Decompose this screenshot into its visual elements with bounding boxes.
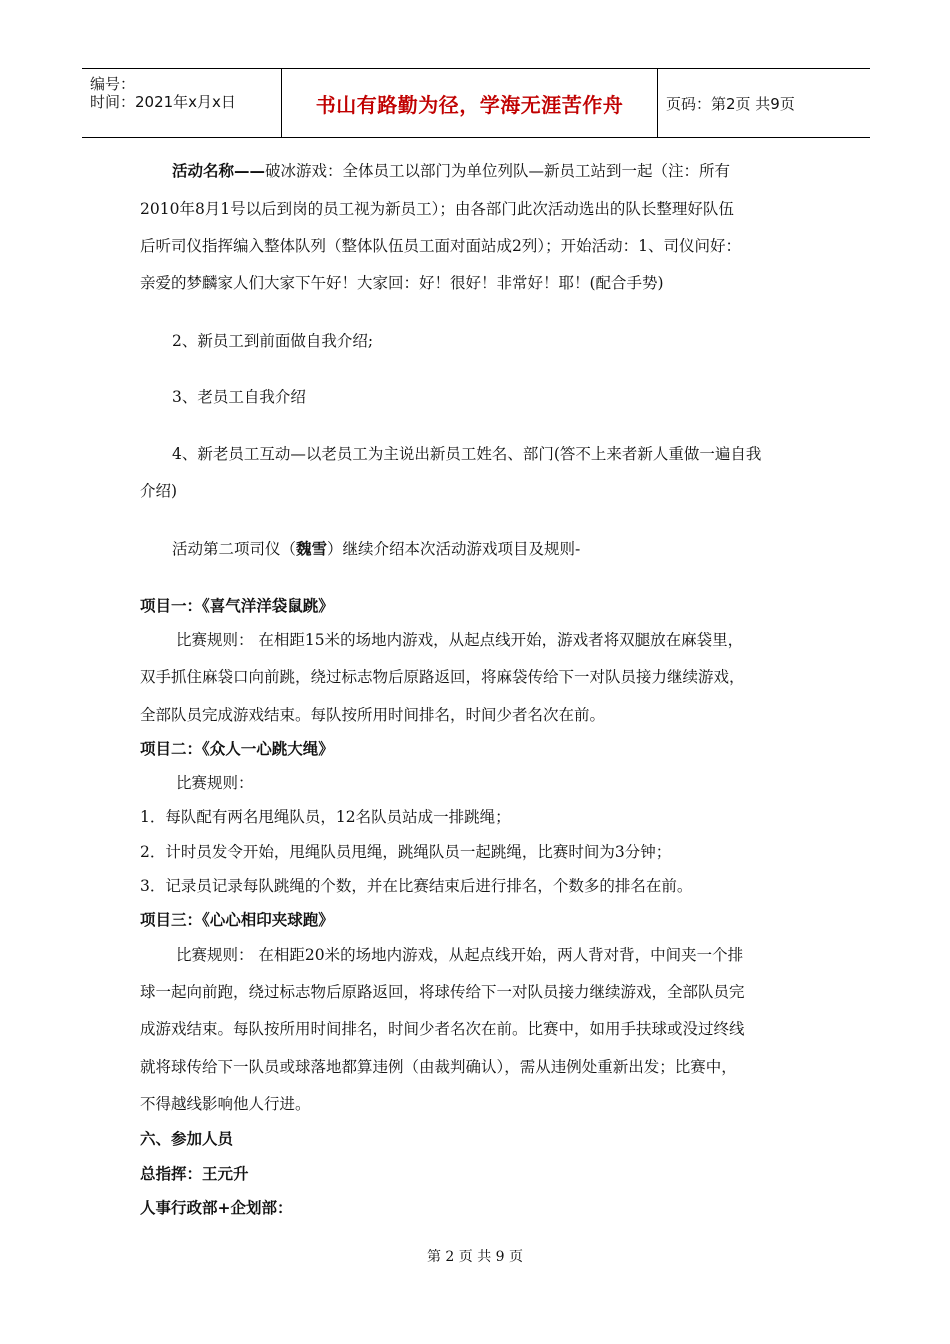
list-item: 3．记录员记录每队跳绳的个数，并在比赛结束后进行排名，个数多的排名在前。 (140, 877, 693, 895)
commander-line: 总指挥：王元升 (140, 1165, 249, 1183)
number-label: 编号： (90, 75, 136, 93)
activity-name-label: 活动名称—— (172, 162, 266, 180)
paragraph-line: 比赛规则： (176, 774, 254, 792)
list-item: 2．计时员发令开始，甩绳队员甩绳，跳绳队员一起跳绳，比赛时间为3分钟； (140, 843, 672, 861)
host-intro-a: 活动第二项司仪（ (172, 540, 297, 558)
paragraph-line (172, 160, 730, 182)
paragraph-line: 介绍) (140, 482, 178, 500)
paragraph-line: 就将球传给下一队员或球落地都算违例（由裁判确认），需从违例处重新出发；比赛中， (140, 1058, 737, 1076)
activity-name-text: 破冰游戏：全体员工以部门为单位列队—新员工站到一起（注：所有 (265, 162, 731, 180)
paragraph-line: 亲爱的梦麟家人们大家下午好！大家回：好！很好！非常好！耶！(配合手势) (140, 274, 664, 292)
paragraph-line: 3、老员工自我介绍 (172, 388, 306, 406)
paragraph-line: 全部队员完成游戏结束。每队按所用时间排名，时间少者名次在前。 (140, 706, 606, 724)
page-footer: 第 2 页 共 9 页 (426, 1249, 524, 1265)
item-3-title: 项目三：《心心相印夹球跑》 (140, 911, 334, 929)
header-page-info: 页码：第2页 共9页 (666, 94, 795, 113)
header-motto-cell (282, 69, 658, 137)
department-line: 人事行政部+企划部： (140, 1199, 293, 1217)
host-intro-c: ）继续介绍本次活动游戏项目及规则- (327, 540, 581, 558)
item-2-title: 项目二：《众人一心跳大绳》 (140, 740, 334, 758)
page-header (82, 68, 870, 138)
host-name: 魏雪 (296, 540, 328, 558)
paragraph-line: 2、新员工到前面做自我介绍; (172, 332, 374, 350)
paragraph-line: 不得越线影响他人行进。 (140, 1095, 311, 1113)
item-1-title: 项目一：《喜气洋洋袋鼠跳》 (140, 597, 334, 615)
paragraph-line (172, 538, 580, 560)
paragraph-line: 后听司仪指挥编入整体队列（整体队伍员工面对面站成2列）；开始活动：1、司仪问好： (140, 237, 741, 255)
time-label: 时间：2021年x月x日 (90, 93, 236, 111)
list-item: 1．每队配有两名甩绳队员，12名队员站成一排跳绳； (140, 808, 511, 826)
paragraph-line: 比赛规则： 在相距20米的场地内游戏，从起点线开始，两人背对背，中间夹一个排 (176, 946, 744, 964)
paragraph-line: 比赛规则： 在相距15米的场地内游戏，从起点线开始，游戏者将双腿放在麻袋里， (176, 631, 744, 649)
header-meta (82, 69, 282, 137)
paragraph-line: 成游戏结束。每队按所用时间排名，时间少者名次在前。比赛中，如用手扶球或没过终线 (140, 1020, 745, 1038)
header-motto: 书山有路勤为径，学海无涯苦作舟 (315, 92, 624, 117)
paragraph-line: 2010年8月1号以后到岗的员工视为新员工）；由各部门此次活动选出的队长整理好队伍 (140, 200, 734, 218)
paragraph-line: 4、新老员工互动—以老员工为主说出新员工姓名、部门(答不上来者新人重做一遍自我 (172, 445, 762, 463)
section-6-heading: 六、参加人员 (140, 1130, 234, 1148)
paragraph-line: 球一起向前跑，绕过标志物后原路返回，将球传给下一对队员接力继续游戏，全部队员完 (140, 983, 745, 1001)
paragraph-line: 双手抓住麻袋口向前跳，绕过标志物后原路返回，将麻袋传给下一对队员接力继续游戏， (140, 668, 745, 686)
